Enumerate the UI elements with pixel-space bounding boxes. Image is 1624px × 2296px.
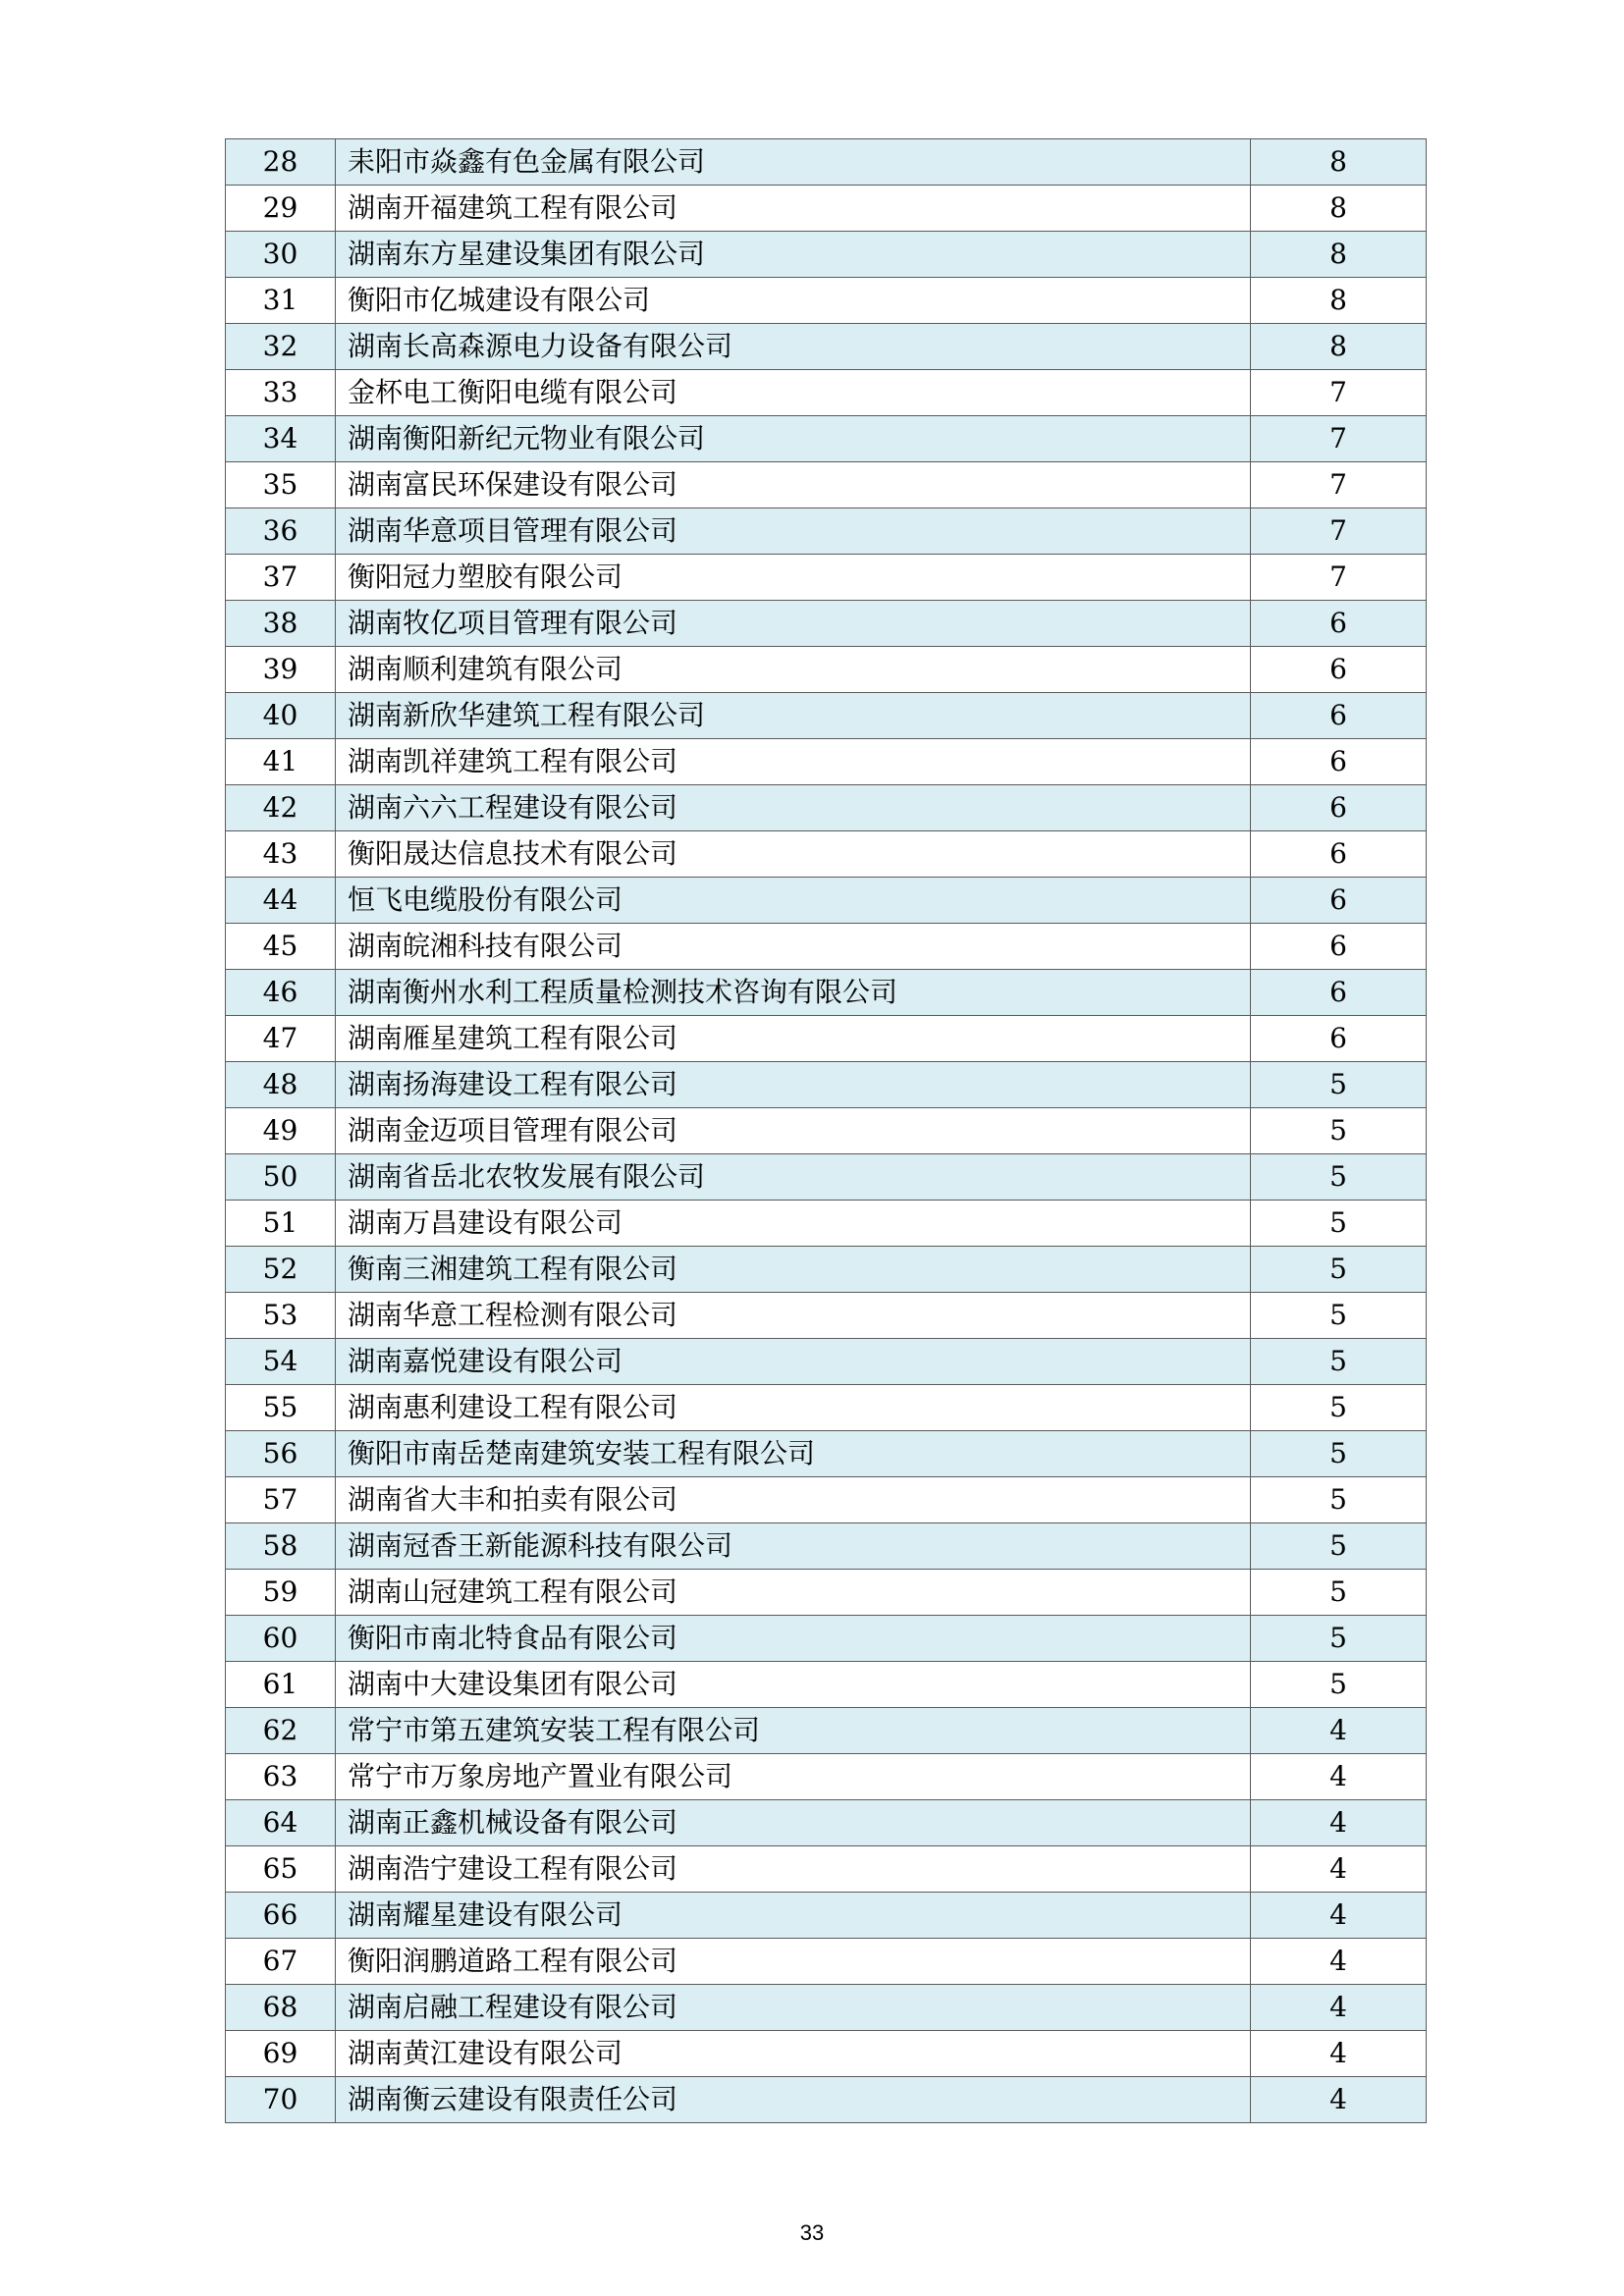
company-name-cell: 湖南六六工程建设有限公司	[336, 785, 1251, 831]
company-name-cell: 湖南开福建筑工程有限公司	[336, 186, 1251, 232]
count-cell: 5	[1251, 1523, 1427, 1570]
table-row	[226, 924, 1427, 970]
count-cell: 4	[1251, 2031, 1427, 2077]
row-number-cell: 66	[226, 1893, 336, 1939]
count-cell: 4	[1251, 1708, 1427, 1754]
table-row	[226, 2077, 1427, 2123]
row-number-cell: 69	[226, 2031, 336, 2077]
count-cell: 5	[1251, 1154, 1427, 1201]
row-number-cell: 68	[226, 1985, 336, 2031]
company-name-cell: 常宁市第五建筑安装工程有限公司	[336, 1708, 1251, 1754]
table-row	[226, 878, 1427, 924]
count-cell: 6	[1251, 878, 1427, 924]
row-number-cell: 57	[226, 1477, 336, 1523]
row-number-cell: 59	[226, 1570, 336, 1616]
row-number-cell: 52	[226, 1247, 336, 1293]
count-cell: 8	[1251, 139, 1427, 186]
table-row	[226, 1247, 1427, 1293]
table-row	[226, 601, 1427, 647]
table-row	[226, 1154, 1427, 1201]
count-cell: 6	[1251, 970, 1427, 1016]
count-cell: 5	[1251, 1662, 1427, 1708]
count-cell: 4	[1251, 2077, 1427, 2123]
row-number-cell: 65	[226, 1846, 336, 1893]
company-name-cell: 衡阳市南北特食品有限公司	[336, 1616, 1251, 1662]
count-cell: 5	[1251, 1293, 1427, 1339]
count-cell: 8	[1251, 232, 1427, 278]
row-number-cell: 54	[226, 1339, 336, 1385]
count-cell: 5	[1251, 1201, 1427, 1247]
count-cell: 6	[1251, 647, 1427, 693]
table-row	[226, 1108, 1427, 1154]
table-row	[226, 1846, 1427, 1893]
company-name-cell: 湖南富民环保建设有限公司	[336, 462, 1251, 508]
row-number-cell: 56	[226, 1431, 336, 1477]
count-cell: 8	[1251, 324, 1427, 370]
company-name-cell: 衡阳市南岳楚南建筑安装工程有限公司	[336, 1431, 1251, 1477]
company-name-cell: 湖南华意工程检测有限公司	[336, 1293, 1251, 1339]
company-name-cell: 湖南省大丰和拍卖有限公司	[336, 1477, 1251, 1523]
count-cell: 8	[1251, 186, 1427, 232]
row-number-cell: 63	[226, 1754, 336, 1800]
company-name-cell: 衡阳润鹏道路工程有限公司	[336, 1939, 1251, 1985]
row-number-cell: 38	[226, 601, 336, 647]
row-number-cell: 35	[226, 462, 336, 508]
table-row	[226, 1385, 1427, 1431]
company-name-cell: 湖南正鑫机械设备有限公司	[336, 1800, 1251, 1846]
count-cell: 5	[1251, 1062, 1427, 1108]
company-name-cell: 恒飞电缆股份有限公司	[336, 878, 1251, 924]
table-row	[226, 1662, 1427, 1708]
company-name-cell: 衡阳晟达信息技术有限公司	[336, 831, 1251, 878]
company-name-cell: 常宁市万象房地产置业有限公司	[336, 1754, 1251, 1800]
table-row	[226, 1708, 1427, 1754]
table-row	[226, 1570, 1427, 1616]
table-row	[226, 1062, 1427, 1108]
company-name-cell: 湖南雁星建筑工程有限公司	[336, 1016, 1251, 1062]
company-name-cell: 湖南金迈项目管理有限公司	[336, 1108, 1251, 1154]
table-row	[226, 1616, 1427, 1662]
table-row	[226, 1754, 1427, 1800]
company-name-cell: 湖南耀星建设有限公司	[336, 1893, 1251, 1939]
company-name-cell: 湖南衡云建设有限责任公司	[336, 2077, 1251, 2123]
table-row	[226, 1985, 1427, 2031]
table-row	[226, 1016, 1427, 1062]
table-row	[226, 462, 1427, 508]
row-number-cell: 30	[226, 232, 336, 278]
company-name-cell: 湖南顺利建筑有限公司	[336, 647, 1251, 693]
table-row	[226, 139, 1427, 186]
count-cell: 4	[1251, 1985, 1427, 2031]
table-row	[226, 1800, 1427, 1846]
table-row	[226, 2031, 1427, 2077]
company-name-cell: 湖南万昌建设有限公司	[336, 1201, 1251, 1247]
count-cell: 5	[1251, 1570, 1427, 1616]
row-number-cell: 29	[226, 186, 336, 232]
table-row	[226, 739, 1427, 785]
count-cell: 7	[1251, 370, 1427, 416]
count-cell: 5	[1251, 1339, 1427, 1385]
row-number-cell: 55	[226, 1385, 336, 1431]
table-row	[226, 508, 1427, 555]
row-number-cell: 31	[226, 278, 336, 324]
count-cell: 6	[1251, 785, 1427, 831]
count-cell: 5	[1251, 1247, 1427, 1293]
row-number-cell: 70	[226, 2077, 336, 2123]
row-number-cell: 60	[226, 1616, 336, 1662]
company-name-cell: 湖南新欣华建筑工程有限公司	[336, 693, 1251, 739]
table-row	[226, 278, 1427, 324]
count-cell: 5	[1251, 1477, 1427, 1523]
table-row	[226, 1293, 1427, 1339]
row-number-cell: 49	[226, 1108, 336, 1154]
company-name-cell: 耒阳市焱鑫有色金属有限公司	[336, 139, 1251, 186]
count-cell: 4	[1251, 1846, 1427, 1893]
company-name-cell: 湖南嘉悦建设有限公司	[336, 1339, 1251, 1385]
row-number-cell: 42	[226, 785, 336, 831]
company-name-cell: 湖南华意项目管理有限公司	[336, 508, 1251, 555]
table-row	[226, 647, 1427, 693]
company-name-cell: 湖南冠香王新能源科技有限公司	[336, 1523, 1251, 1570]
company-name-cell: 湖南凯祥建筑工程有限公司	[336, 739, 1251, 785]
row-number-cell: 46	[226, 970, 336, 1016]
table-row	[226, 970, 1427, 1016]
row-number-cell: 45	[226, 924, 336, 970]
company-name-cell: 湖南中大建设集团有限公司	[336, 1662, 1251, 1708]
table-row	[226, 831, 1427, 878]
table-row	[226, 555, 1427, 601]
count-cell: 4	[1251, 1939, 1427, 1985]
count-cell: 8	[1251, 278, 1427, 324]
count-cell: 5	[1251, 1431, 1427, 1477]
table-row	[226, 785, 1427, 831]
table-row	[226, 1939, 1427, 1985]
company-name-cell: 衡南三湘建筑工程有限公司	[336, 1247, 1251, 1293]
row-number-cell: 37	[226, 555, 336, 601]
company-name-cell: 湖南皖湘科技有限公司	[336, 924, 1251, 970]
row-number-cell: 28	[226, 139, 336, 186]
table-row	[226, 1523, 1427, 1570]
row-number-cell: 34	[226, 416, 336, 462]
row-number-cell: 39	[226, 647, 336, 693]
company-name-cell: 湖南衡阳新纪元物业有限公司	[336, 416, 1251, 462]
company-name-cell: 湖南扬海建设工程有限公司	[336, 1062, 1251, 1108]
count-cell: 7	[1251, 462, 1427, 508]
table-row	[226, 1893, 1427, 1939]
row-number-cell: 50	[226, 1154, 336, 1201]
row-number-cell: 41	[226, 739, 336, 785]
company-name-cell: 湖南牧亿项目管理有限公司	[336, 601, 1251, 647]
company-name-cell: 湖南省岳北农牧发展有限公司	[336, 1154, 1251, 1201]
company-name-cell: 湖南启融工程建设有限公司	[336, 1985, 1251, 2031]
count-cell: 4	[1251, 1893, 1427, 1939]
row-number-cell: 47	[226, 1016, 336, 1062]
row-number-cell: 43	[226, 831, 336, 878]
company-name-cell: 湖南黄江建设有限公司	[336, 2031, 1251, 2077]
company-name-cell: 湖南东方星建设集团有限公司	[336, 232, 1251, 278]
row-number-cell: 62	[226, 1708, 336, 1754]
count-cell: 4	[1251, 1800, 1427, 1846]
count-cell: 7	[1251, 508, 1427, 555]
row-number-cell: 40	[226, 693, 336, 739]
count-cell: 6	[1251, 831, 1427, 878]
row-number-cell: 44	[226, 878, 336, 924]
row-number-cell: 67	[226, 1939, 336, 1985]
company-ranking-table	[225, 138, 1427, 2123]
row-number-cell: 53	[226, 1293, 336, 1339]
page-number: 33	[799, 2220, 825, 2245]
table-row	[226, 693, 1427, 739]
count-cell: 4	[1251, 1754, 1427, 1800]
count-cell: 5	[1251, 1616, 1427, 1662]
table-row	[226, 186, 1427, 232]
row-number-cell: 61	[226, 1662, 336, 1708]
count-cell: 7	[1251, 416, 1427, 462]
company-name-cell: 湖南山冠建筑工程有限公司	[336, 1570, 1251, 1616]
table-row	[226, 232, 1427, 278]
count-cell: 6	[1251, 601, 1427, 647]
row-number-cell: 33	[226, 370, 336, 416]
count-cell: 6	[1251, 693, 1427, 739]
count-cell: 5	[1251, 1108, 1427, 1154]
company-name-cell: 湖南浩宁建设工程有限公司	[336, 1846, 1251, 1893]
table-row	[226, 370, 1427, 416]
table-body	[226, 139, 1427, 2123]
company-name-cell: 衡阳冠力塑胶有限公司	[336, 555, 1251, 601]
count-cell: 6	[1251, 739, 1427, 785]
company-name-cell: 金杯电工衡阳电缆有限公司	[336, 370, 1251, 416]
count-cell: 5	[1251, 1385, 1427, 1431]
company-name-cell: 湖南惠利建设工程有限公司	[336, 1385, 1251, 1431]
table-row	[226, 1431, 1427, 1477]
table-row	[226, 416, 1427, 462]
company-name-cell: 湖南长高森源电力设备有限公司	[336, 324, 1251, 370]
row-number-cell: 64	[226, 1800, 336, 1846]
table-row	[226, 1477, 1427, 1523]
count-cell: 6	[1251, 924, 1427, 970]
count-cell: 7	[1251, 555, 1427, 601]
row-number-cell: 58	[226, 1523, 336, 1570]
table-row	[226, 1339, 1427, 1385]
row-number-cell: 48	[226, 1062, 336, 1108]
company-name-cell: 湖南衡州水利工程质量检测技术咨询有限公司	[336, 970, 1251, 1016]
row-number-cell: 36	[226, 508, 336, 555]
row-number-cell: 32	[226, 324, 336, 370]
count-cell: 6	[1251, 1016, 1427, 1062]
company-name-cell: 衡阳市亿城建设有限公司	[336, 278, 1251, 324]
row-number-cell: 51	[226, 1201, 336, 1247]
table-row	[226, 324, 1427, 370]
table-row	[226, 1201, 1427, 1247]
